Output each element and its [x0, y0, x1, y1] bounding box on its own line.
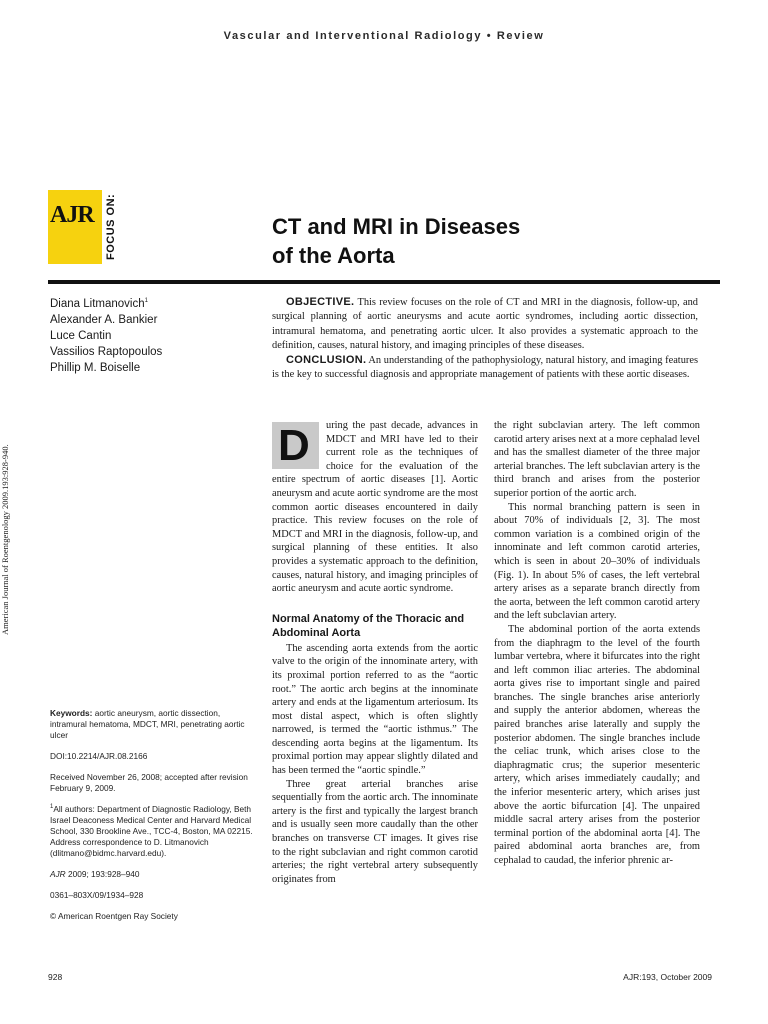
side-notes [50, 708, 255, 932]
author-name: Diana Litmanovich$^1$ [50, 298, 148, 310]
section-header: Vascular and Interventional Radiology • Review [223, 30, 545, 42]
issn: 0361–803X/09/1934–928 [50, 890, 144, 900]
received-dates: Received November 26, 2008; accepted after revision February 9, 2009. [50, 772, 248, 793]
objective-label: OBJECTIVE. [286, 296, 355, 308]
doi: DOI:10.2214/AJR.08.2166 [50, 751, 148, 761]
author-name: Alexander A. Bankier [50, 314, 158, 326]
abstract-conclusion: CONCLUSION. An understanding of the pathophysiology, natural history, and imaging features is the key to successful diagnosis and appropriate management of patients with these aortic diseases. [272, 354, 698, 381]
author-name: Luce Cantin [50, 330, 112, 342]
logo-brand: AJR [50, 202, 94, 228]
body-paragraph: This normal branching pattern is seen in about 70% of individuals [2, 3]. The most common variation is a combined origin of the innominate and left common carotid arteries, which is seen in about 20–30% of individuals (Fig. 1). In about 5% of cases, the left vertebral artery arises as a separate branch directly from the aorta, between the left common carotid artery and the left subclavian artery. [494, 501, 700, 622]
affiliation: $^1$All authors: Department of Diagnostic Radiology, Beth Israel Deaconess Medical Center and Harvard Medical School, 330 Brookline Ave., TCC-4, Boston, MA 02215. Address correspondence to D. Litmanovich (dlitmano@bidmc.harvard.edu). [50, 804, 253, 858]
abstract [272, 295, 698, 383]
body-paragraph: Three great arterial branches arise sequentially from the aortic arch. The innominate artery is the first and typically the largest branch and is usually seen more caudally than the other branches on transverse CT images. It gives rise to the right subclavian and right common carotid arteries; the right vertebral artery subsequently originates from [272, 778, 478, 885]
keywords: Keywords: aortic aneurysm, aortic dissection, intramural hematoma, MDCT, MRI, penetrating aortic ulcer [50, 708, 245, 740]
author-name: Vassilios Raptopoulos [50, 346, 163, 358]
section-heading: Normal Anatomy of the Thoracic and Abdominal Aorta [272, 612, 465, 639]
journal-issue: AJR:193, October 2009 [623, 972, 712, 982]
body-column-2 [494, 419, 700, 868]
journal-reference: AJR 2009; 193:928–940 [50, 869, 140, 879]
intro-paragraph: uring the past decade, advances in MDCT and MRI have led to their current role as the techniques of choice for the evaluation of the entire spectrum of aortic diseases [1]. Aortic aneurysm and acute aortic syndrome are the most common aortic diseases encountered in daily practice. This review focuses on the role of MDCT and MRI in the diagnosis, follow-up, and surgical planning of these entities. It also provides a systematic approach to the definition, causes, natural history, and imaging principles of aortic aneurysm and acute aortic syndrome. [272, 420, 478, 595]
title-line-2: of the Aorta [272, 243, 395, 268]
vertical-citation: American Journal of Roentgenology 2009.193:928-940. [0, 444, 10, 635]
title-rule [48, 280, 720, 284]
author-name: Phillip M. Boiselle [50, 362, 141, 374]
body-paragraph: The abdominal portion of the aorta extends from the diaphragm to the level of the fourth lumbar vertebra, where it bifurcates into the right and left common iliac arteries. The abdominal aorta gives rise to important single and paired branches. The single branches arise anteriorly and supply the anterior abdomen, whereas the paired branches arise laterally and supply the posterior abdomen. The single branches include the celiac trunk, which arises close to the diaphragmatic crus; the superior mesenteric artery, which arises immediately caudally; and the inferior mesenteric artery, which arises just above the aortic bifurcation [4]. The unpaired middle sacral artery arises from the posterior terminal portion of the abdominal aorta [4]. The paired abdominal aorta branches are, from cephalad to caudad, the inferior phrenic ar- [494, 623, 700, 866]
conclusion-label: CONCLUSION. [286, 354, 367, 367]
title-line-1: CT and MRI in Diseases [272, 214, 521, 239]
article-title [272, 212, 692, 270]
abstract-objective: OBJECTIVE. This review focuses on the role of CT and MRI in the diagnosis, follow-up, and surgical planning of aortic aneurysms and acute aortic syndromes, including aortic dissection, intramural hematoma, and penetrating aortic ulcer. It also provides a systematic approach to the definition, causes, natural history, and imaging principles of these diseases. [272, 296, 698, 351]
ajr-focus-on-logo [48, 190, 120, 264]
author-list [50, 296, 250, 376]
copyright: © American Roentgen Ray Society [50, 911, 178, 921]
body-paragraph: The ascending aorta extends from the aortic valve to the origin of the innominate artery, with its proximal portion referred to as the “aortic root.” The aortic arch begins at the innominate artery and ends at the ligamentum arteriosum. Its most distal aspect, which is often slightly narrowed, is termed the “aortic isthmus.” The descending aorta begins at the ligamentum. Its proximal portion may appear slightly dilated and has been termed the “aortic spindle.” [272, 642, 478, 777]
body-paragraph: the right subclavian artery. The left common carotid artery arises next at a more cephalad level and has the smallest diameter of the three major arterial branches. The left subclavian artery is the third branch and arises from the posterior superior portion of the aortic arch. [494, 420, 700, 499]
drop-cap: D [272, 422, 319, 469]
page-number: 928 [48, 972, 63, 982]
body-column-1 [272, 419, 478, 886]
logo-tag: FOCUS ON: [105, 193, 117, 261]
